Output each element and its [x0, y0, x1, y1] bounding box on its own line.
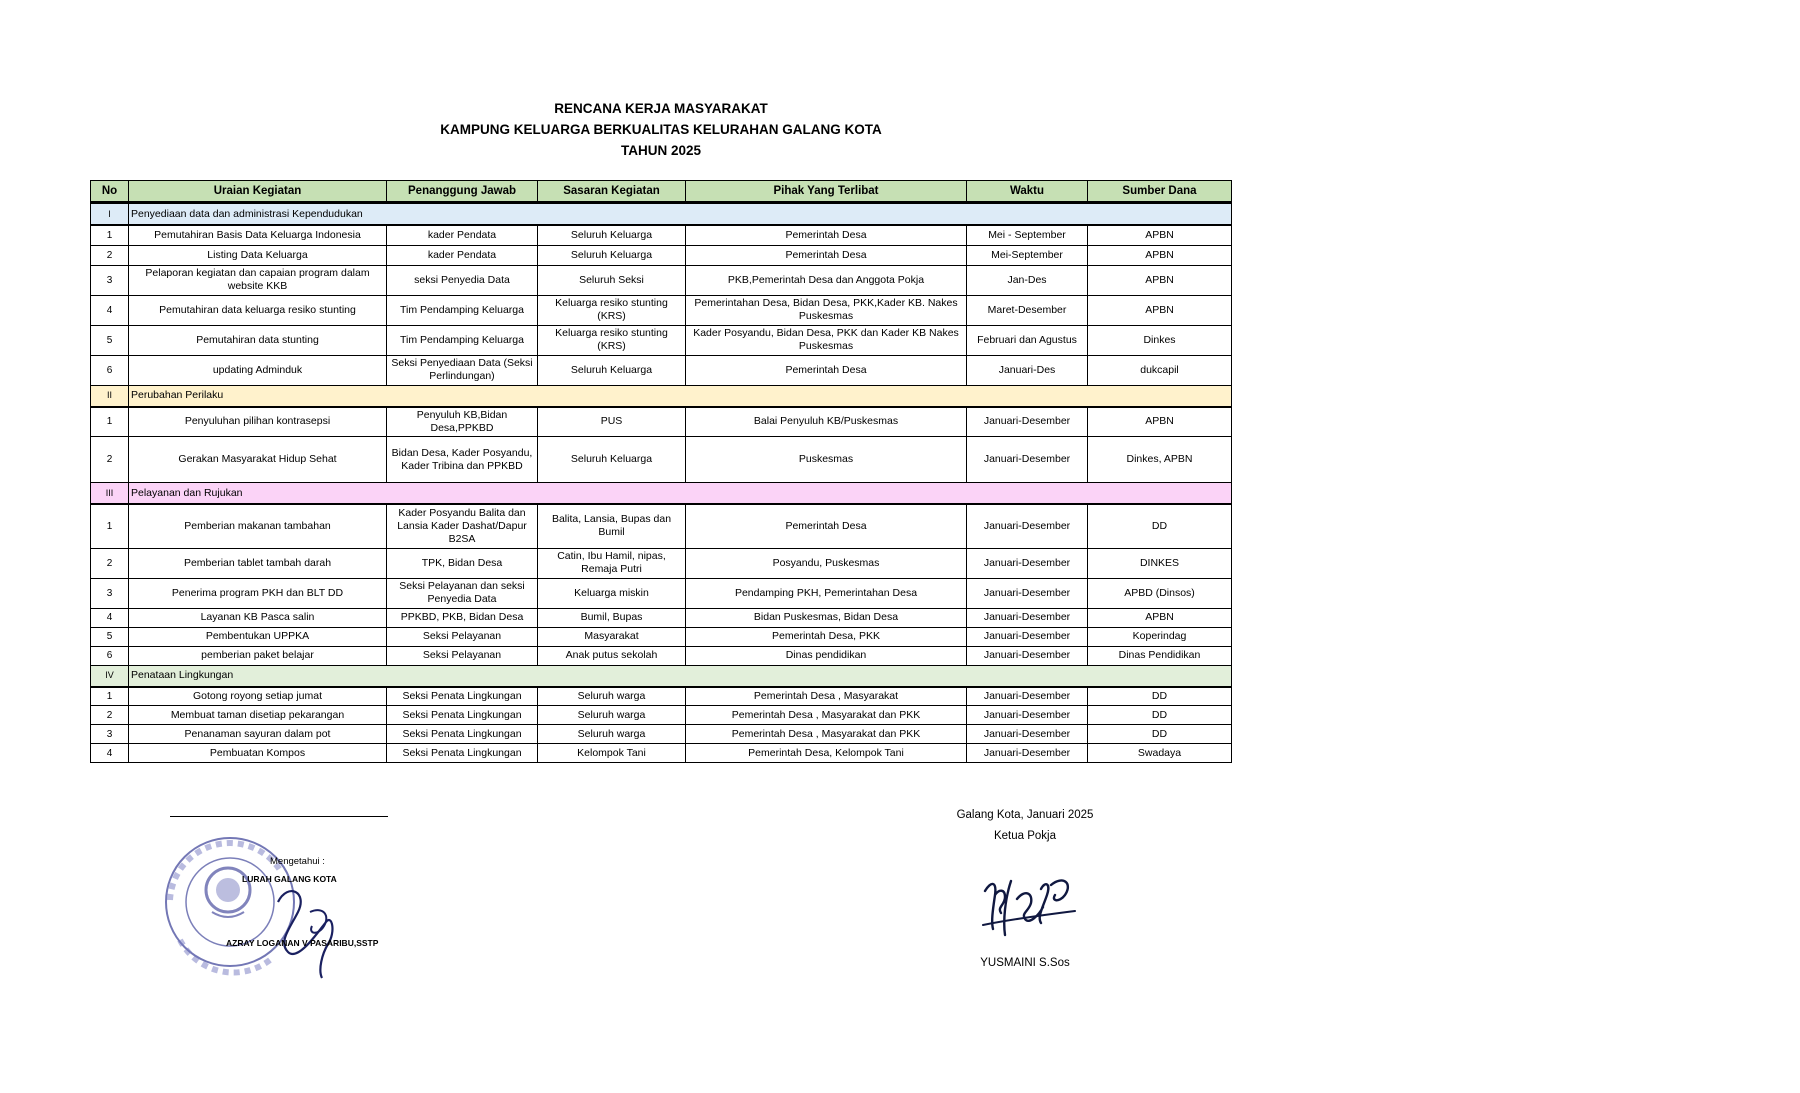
office-label: LURAH GALANG KOTA	[242, 874, 337, 884]
cell-waktu: Januari-Desember	[967, 548, 1088, 578]
title-line-2: KAMPUNG KELUARGA BERKUALITAS KELURAHAN GALANG KOTA	[440, 122, 882, 137]
cell-pj: Seksi Pelayanan	[387, 627, 538, 646]
cell-no: 2	[91, 706, 129, 725]
cell-pihak: Pemerintah Desa	[686, 355, 967, 385]
cell-uraian: updating Adminduk	[129, 355, 387, 385]
table-row	[91, 245, 1232, 265]
table-row	[91, 744, 1232, 763]
table-row	[91, 295, 1232, 325]
place-date: Galang Kota, Januari 2025	[956, 809, 1094, 821]
cell-pj: Seksi Pelayanan	[387, 646, 538, 665]
cell-sasaran: Seluruh warga	[538, 706, 686, 725]
signer-role: Ketua Pokja	[993, 830, 1056, 842]
cell-no: 3	[91, 725, 129, 744]
cell-dana: Koperindag	[1088, 627, 1232, 646]
table-row	[91, 608, 1232, 627]
cell-no: 3	[91, 265, 129, 295]
cell-sasaran: Catin, Ibu Hamil, nipas, Remaja Putri	[538, 548, 686, 578]
cell-sasaran: Balita, Lansia, Bupas dan Bumil	[538, 504, 686, 548]
cell-waktu: Januari-Desember	[967, 627, 1088, 646]
work-plan-table	[90, 180, 1232, 763]
section-number: IV	[91, 665, 129, 687]
cell-pj: Bidan Desa, Kader Posyandu, Kader Tribina dan PPKBD	[387, 437, 538, 483]
cell-pihak: Pemerintah Desa, PKK	[686, 627, 967, 646]
cell-sasaran: Seluruh warga	[538, 725, 686, 744]
cell-sasaran: Keluarga resiko stunting (KRS)	[538, 325, 686, 355]
cell-uraian: Layanan KB Pasca salin	[129, 608, 387, 627]
cell-pj: Seksi Pelayanan dan seksi Penyedia Data	[387, 578, 538, 608]
cell-no: 1	[91, 687, 129, 706]
cell-waktu: Februari dan Agustus	[967, 325, 1088, 355]
cell-pj: Seksi Penata Lingkungan	[387, 744, 538, 763]
cell-waktu: Januari-Desember	[967, 744, 1088, 763]
section-number: I	[91, 203, 129, 226]
cell-pj: Seksi Penyediaan Data (Seksi Perlindungan)	[387, 355, 538, 385]
cell-pj: Tim Pendamping Keluarga	[387, 295, 538, 325]
cell-pihak: Dinas pendidikan	[686, 646, 967, 665]
section-title: Penyediaan data dan administrasi Kependudukan	[129, 203, 1232, 226]
cell-pihak: Pemerintah Desa , Masyarakat dan PKK	[686, 706, 967, 725]
cell-sasaran: Bumil, Bupas	[538, 608, 686, 627]
col-header-pihak: Pihak Yang Terlibat	[686, 181, 967, 203]
table-row	[91, 725, 1232, 744]
cell-pj: kader Pendata	[387, 225, 538, 245]
cell-waktu: Januari-Desember	[967, 646, 1088, 665]
cell-no: 4	[91, 608, 129, 627]
section-number: III	[91, 483, 129, 505]
cell-waktu: Maret-Desember	[967, 295, 1088, 325]
table-row	[91, 355, 1232, 385]
cell-pj: PPKBD, PKB, Bidan Desa	[387, 608, 538, 627]
cell-dana: Dinkes, APBN	[1088, 437, 1232, 483]
cell-no: 5	[91, 325, 129, 355]
cell-pj	[387, 504, 538, 548]
cell-sasaran: Seluruh Keluarga	[538, 245, 686, 265]
approval-signature-block	[150, 812, 390, 1002]
cell-uraian: Penerima program PKH dan BLT DD	[129, 578, 387, 608]
signature-icon	[977, 871, 1082, 943]
cell-no: 1	[91, 225, 129, 245]
cell-no: 1	[91, 504, 129, 548]
table-row	[91, 265, 1232, 295]
col-header-penanggung-jawab: Penanggung Jawab	[387, 181, 538, 203]
cell-dana: APBN	[1088, 225, 1232, 245]
title-line-3: TAHUN 2025	[620, 143, 702, 158]
cell-no: 6	[91, 355, 129, 385]
table-header-row	[91, 181, 1232, 203]
cell-dana: DD	[1088, 504, 1232, 548]
cell-uraian: Pembuatan Kompos	[129, 744, 387, 763]
table-row	[91, 706, 1232, 725]
cell-sasaran: Masyarakat	[538, 627, 686, 646]
section-title: Pelayanan dan Rujukan	[129, 483, 1232, 505]
col-header-no: No	[91, 181, 129, 203]
cell-no: 1	[91, 407, 129, 437]
cell-no: 2	[91, 245, 129, 265]
cell-no: 3	[91, 578, 129, 608]
cell-pj: Tim Pendamping Keluarga	[387, 325, 538, 355]
document-title	[92, 98, 1230, 161]
cell-sasaran: Seluruh Seksi	[538, 265, 686, 295]
col-header-sumber-dana: Sumber Dana	[1088, 181, 1232, 203]
cell-pihak: Pemerintah Desa, Kelompok Tani	[686, 744, 967, 763]
cell-waktu: Januari-Desember	[967, 437, 1088, 483]
cell-uraian: Pemutahiran data keluarga resiko stunting	[129, 295, 387, 325]
table-row	[91, 325, 1232, 355]
cell-uraian: pemberian paket belajar	[129, 646, 387, 665]
cell-dana: dukcapil	[1088, 355, 1232, 385]
cell-sasaran: Anak putus sekolah	[538, 646, 686, 665]
cell-uraian: Gerakan Masyarakat Hidup Sehat	[129, 437, 387, 483]
cell-uraian: Pembentukan UPPKA	[129, 627, 387, 646]
col-header-waktu: Waktu	[967, 181, 1088, 203]
col-header-sasaran: Sasaran Kegiatan	[538, 181, 686, 203]
table-row	[91, 687, 1232, 706]
table-row	[91, 578, 1232, 608]
cell-pihak: Balai Penyuluh KB/Puskesmas	[686, 407, 967, 437]
cell-waktu: Januari-Desember	[967, 504, 1088, 548]
cell-no: 2	[91, 437, 129, 483]
cell-waktu: Januari-Desember	[967, 687, 1088, 706]
cell-no: 6	[91, 646, 129, 665]
cell-uraian: Listing Data Keluarga	[129, 245, 387, 265]
table-row	[91, 646, 1232, 665]
cell-waktu: Mei - September	[967, 225, 1088, 245]
cell-pj: Seksi Penata Lingkungan	[387, 706, 538, 725]
cell-no: 4	[91, 744, 129, 763]
cell-dana: DD	[1088, 706, 1232, 725]
signature-line	[170, 816, 388, 817]
cell-pj: seksi Penyedia Data	[387, 265, 538, 295]
cell-pihak: Pemerintah Desa	[686, 225, 967, 245]
cell-uraian: Pemberian tablet tambah darah	[129, 548, 387, 578]
cell-sasaran: Keluarga miskin	[538, 578, 686, 608]
cell-pihak: Pendamping PKH, Pemerintahan Desa	[686, 578, 967, 608]
title-line-1: RENCANA KERJA MASYARAKAT	[554, 101, 768, 116]
cell-sasaran: PUS	[538, 407, 686, 437]
cell-pj: Seksi Penata Lingkungan	[387, 687, 538, 706]
cell-pihak: Kader Posyandu, Bidan Desa, PKK dan Kader KB Nakes Puskesmas	[686, 325, 967, 355]
cell-dana: APBN	[1088, 608, 1232, 627]
cell-pj: kader Pendata	[387, 245, 538, 265]
cell-uraian: Gotong royong setiap jumat	[129, 687, 387, 706]
cell-pihak: Pemerintahan Desa, Bidan Desa, PKK,Kader KB. Nakes Puskesmas	[686, 295, 967, 325]
section-row	[91, 203, 1232, 226]
official-name: AZRAY LOGANAN V PASARIBU,SSTP	[226, 938, 379, 948]
cell-no: 2	[91, 548, 129, 578]
cell-pj: TPK, Bidan Desa	[387, 548, 538, 578]
cell-pihak: Pemerintah Desa , Masyarakat dan PKK	[686, 725, 967, 744]
cell-pj: Seksi Penata Lingkungan	[387, 725, 538, 744]
table-row	[91, 407, 1232, 437]
table-row	[91, 627, 1232, 646]
cell-uraian: Membuat taman disetiap pekarangan	[129, 706, 387, 725]
table-row	[91, 504, 1232, 548]
cell-pihak: Posyandu, Puskesmas	[686, 548, 967, 578]
section-row	[91, 385, 1232, 407]
cell-no: 4	[91, 295, 129, 325]
cell-pihak: Pemerintah Desa , Masyarakat	[686, 687, 967, 706]
cell-waktu: Januari-Desember	[967, 608, 1088, 627]
section-title: Perubahan Perilaku	[129, 385, 1232, 407]
cell-pihak: PKB,Pemerintah Desa dan Anggota Pokja	[686, 265, 967, 295]
cell-pihak: Pemerintah Desa	[686, 504, 967, 548]
cell-dana: DINKES	[1088, 548, 1232, 578]
cell-dana: Dinas Pendidikan	[1088, 646, 1232, 665]
cell-sasaran: Seluruh Keluarga	[538, 225, 686, 245]
section-row	[91, 665, 1232, 687]
table-row	[91, 225, 1232, 245]
section-number: II	[91, 385, 129, 407]
cell-waktu: Januari-Desember	[967, 407, 1088, 437]
cell-uraian: Pemberian makanan tambahan	[129, 504, 387, 548]
cell-pj-text: Kader Posyandu Balita dan Lansia Kader Dashat/Dapur B2SA	[397, 506, 527, 545]
cell-dana: APBN	[1088, 245, 1232, 265]
col-header-uraian: Uraian Kegiatan	[129, 181, 387, 203]
cell-uraian: Penanaman sayuran dalam pot	[129, 725, 387, 744]
cell-waktu: Januari-Des	[967, 355, 1088, 385]
cell-dana: DD	[1088, 687, 1232, 706]
section-row	[91, 483, 1232, 505]
cell-sasaran: Seluruh Keluarga	[538, 437, 686, 483]
cell-sasaran: Seluruh Keluarga	[538, 355, 686, 385]
cell-pihak: Pemerintah Desa	[686, 245, 967, 265]
cell-uraian: Penyuluhan pilihan kontrasepsi	[129, 407, 387, 437]
cell-pihak: Puskesmas	[686, 437, 967, 483]
cell-waktu: Mei-September	[967, 245, 1088, 265]
cell-dana: APBN	[1088, 295, 1232, 325]
cell-sasaran: Seluruh warga	[538, 687, 686, 706]
cell-waktu: Jan-Des	[967, 265, 1088, 295]
signature-icon	[250, 872, 370, 982]
cell-dana: APBD (Dinsos)	[1088, 578, 1232, 608]
cell-no: 5	[91, 627, 129, 646]
cell-waktu: Januari-Desember	[967, 725, 1088, 744]
cell-sasaran: Kelompok Tani	[538, 744, 686, 763]
cell-waktu: Januari-Desember	[967, 578, 1088, 608]
cell-dana: Swadaya	[1088, 744, 1232, 763]
cell-pj: Penyuluh KB,Bidan Desa,PPKBD	[387, 407, 538, 437]
cell-waktu: Januari-Desember	[967, 706, 1088, 725]
cell-dana: APBN	[1088, 265, 1232, 295]
cell-uraian: Pemutahiran Basis Data Keluarga Indonesia	[129, 225, 387, 245]
table-row	[91, 548, 1232, 578]
cell-dana: DD	[1088, 725, 1232, 744]
cell-uraian: Pemutahiran data stunting	[129, 325, 387, 355]
cell-pihak: Bidan Puskesmas, Bidan Desa	[686, 608, 967, 627]
acknowledgement-label: Mengetahui :	[270, 856, 325, 867]
cell-dana: APBN	[1088, 407, 1232, 437]
chair-signature-block	[935, 805, 1115, 969]
cell-uraian: Pelaporan kegiatan dan capaian program dalam website KKB	[129, 265, 387, 295]
cell-dana: Dinkes	[1088, 325, 1232, 355]
section-title: Penataan Lingkungan	[129, 665, 1232, 687]
table-row	[91, 437, 1232, 483]
signer-name: YUSMAINI S.Sos	[980, 957, 1070, 969]
cell-sasaran: Keluarga resiko stunting (KRS)	[538, 295, 686, 325]
